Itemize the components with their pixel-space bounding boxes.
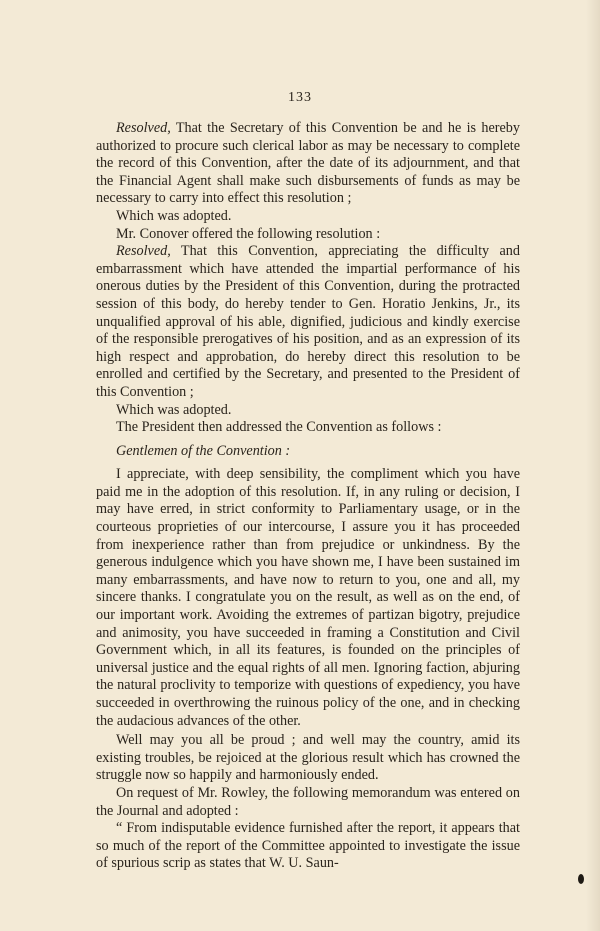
paragraph-rowley-request: On request of Mr. Rowley, the following memorandum was entered on the Journal and adopted : xyxy=(96,784,520,819)
page-edge-shadow xyxy=(586,0,600,931)
page-number: 133 xyxy=(288,90,312,105)
resolved-lead: Resolved, xyxy=(116,243,171,260)
paragraph-adopted-2 xyxy=(96,402,520,420)
paragraph-memorandum-quote: “ From indisputable evidence furnished after the report, it appears that so much of the report of the Committee appointed to investigate the issue of spurious scrip as states that W. U. Saun- xyxy=(96,820,520,872)
paragraph-text: Mr. Conover offered the following resolution : xyxy=(116,225,381,242)
body-text xyxy=(96,120,520,873)
paragraph-conover xyxy=(96,226,520,244)
paragraph-adopted-1 xyxy=(96,208,520,226)
paragraph-text: That the Secretary of this Convention be and he is hereby authorized to procure such clerical labor as may be necessary to complete the record of this Convention, after the date of its adjournment, and that the Financial Agent shall make such disbursements of funds as may be necessary to carry into effect this resolution ; xyxy=(96,120,520,207)
paragraph-text: That this Convention, appreciating the difficulty and embarrassment which have attended the impartial performance of his onerous duties by the President of this Convention, during the protracted session of this body, do hereby tender to Gen. Horatio Jenkins, Jr., its unqualified approval of his able, dignified, judicious and kindly exercise of the responsible prerogatives of his position, and as an expression of its high respect and approbation, do hereby direct this resolution to be enrolled and certified by the Secretary, and presented to the President of this Convention ; xyxy=(96,243,520,400)
paragraph-text: Which was adopted. xyxy=(116,207,232,224)
paragraph-resolution-president xyxy=(96,243,520,401)
paragraph-text: The President then addressed the Convention as follows : xyxy=(116,419,442,436)
paragraph-resolution-clerical xyxy=(96,120,520,208)
resolved-lead: Resolved, xyxy=(116,120,171,136)
paragraph-text: Which was adopted. xyxy=(116,401,232,418)
paragraph-president-addressed xyxy=(96,419,520,437)
salutation: Gentlemen of the Convention : xyxy=(116,442,291,459)
ink-blot xyxy=(578,874,584,884)
address-paragraph-1: I appreciate, with deep sensibility, the compliment which you have paid me in the adoption of this resolution. If, in any ruling or decision, I may have erred, in strict conformity to Parliamentary usage, or in the courteous proprieties of our intercourse, I assure you it has proceeded from inexperience rather than from prejudice or unkindness. By the generous indulgence which you have shown me, I have been sustained im many embarrassments, and have now to return to you, one and all, my sincere thanks. I congratulate you on the result, as well as on the end, of our important work. Avoiding the extremes of partizan bigotry, prejudice and animosity, you have succeeded in framing a Constitution and Civil Government which, in all its features, is founded on the principles of universal justice and the equal rights of all men. Ignoring faction, abjuring the natural proclivity to temporize with questions of expediency, you have succeeded in overthrowing the ruinous policy of the one, and in checking the audacious advances of the other. xyxy=(96,466,520,729)
address-paragraph-2: Well may you all be proud ; and well may the country, amid its existing troubles, be rejoiced at the glorious result which has crowned the struggle now so happily and harmoniously ended. xyxy=(96,732,520,784)
